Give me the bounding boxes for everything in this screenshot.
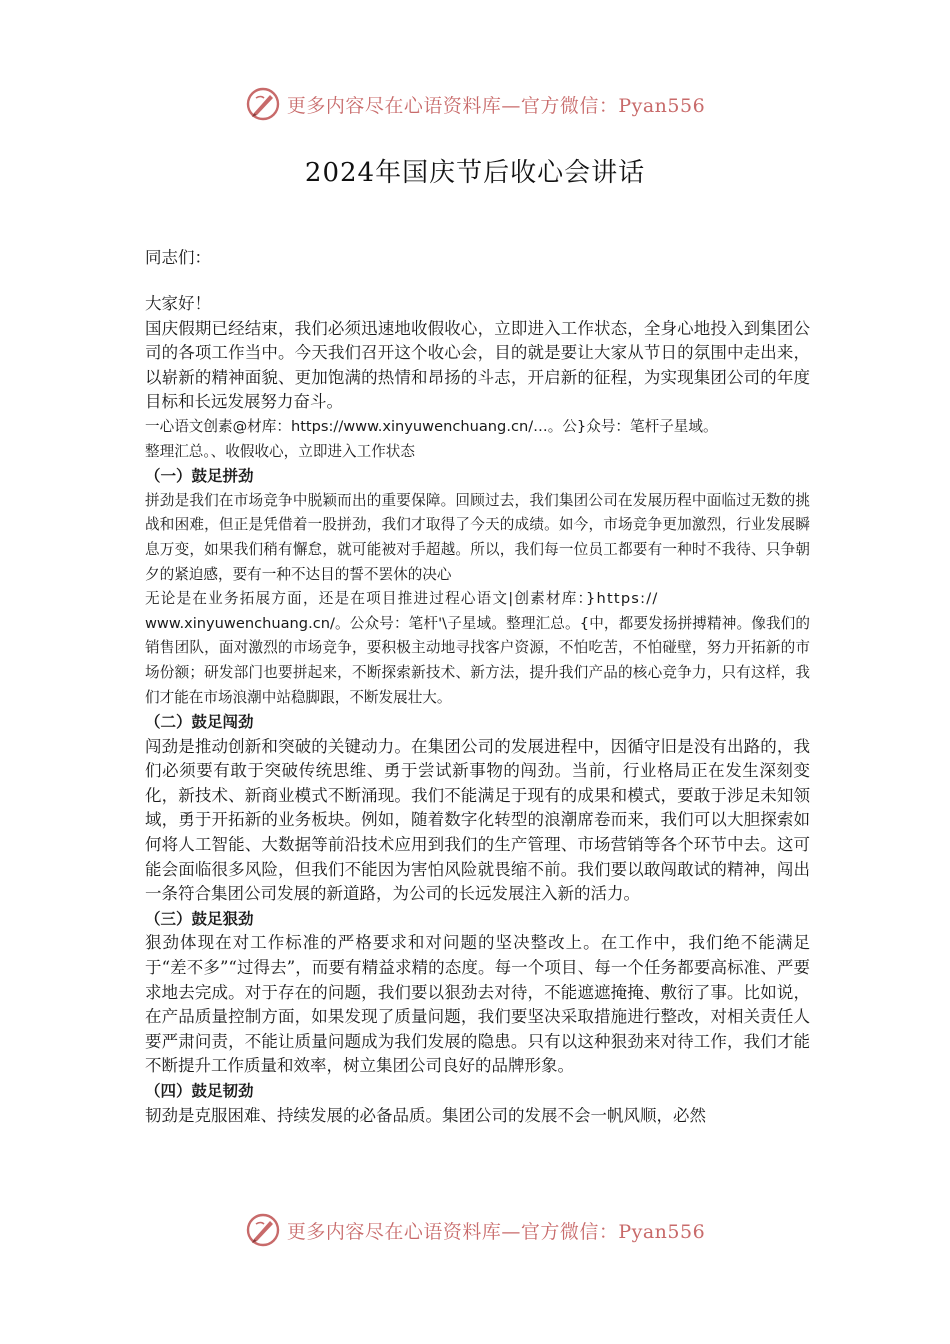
pen-quill-logo-icon <box>245 1212 281 1248</box>
section-line: 整理汇总。、收假收心，立即进入工作状态 <box>145 442 415 460</box>
pen-quill-logo-icon <box>245 86 281 122</box>
paragraph-4: 韧劲是克服困难、持续发展的必备品质。集团公司的发展不会一帆风顺，必然 <box>145 1105 706 1125</box>
paragraph-1a: 拼劲是我们在市场竞争中脱颖而出的重要保障。回顾过去，我们集团公司在发展历程中面临过无数的挑战和困难，但正是凭借着一股拼劲，我们才取得了今天的成绩。如今，市场竞争更加激烈，行业发展瞬息万变，如果我们稍有懈怠，就可能被对手超越。所以，我们每一位员工都要有一种时不我待、只争朝夕的紧迫感，要有一种不达目的誓不罢休的决心 <box>145 491 810 583</box>
document-body <box>145 292 810 1128</box>
paragraph-hello: 大家好！ <box>145 294 211 313</box>
banner-text: 更多内容尽在心语资料库—官方微信：Pyan556 <box>286 1220 706 1243</box>
footer-watermark-banner <box>0 1210 950 1250</box>
heading-1: （一）鼓足拼劲 <box>145 467 254 486</box>
heading-3: （三）鼓足狠劲 <box>145 909 254 928</box>
paragraph-intro: 国庆假期已经结束，我们必须迅速地收假收心，立即进入工作状态，全身心地投入到集团公司的各项工作当中。今天我们召开这个收心会，目的就是要让大家从节日的氛围中走出来，以崭新的精神面貌、更加饱满的热情和昂扬的斗志，开启新的征程，为实现集团公司的年度目标和长远发展努力奋斗。 <box>145 318 810 412</box>
heading-2: （二）鼓足闯劲 <box>145 713 254 732</box>
header-watermark-banner <box>0 84 950 124</box>
heading-4: （四）鼓足韧劲 <box>145 1082 254 1100</box>
paragraph-1b: 无论是在业务拓展方面，还是在项目推进过程心语文|创素材库：}https:// <box>145 590 659 608</box>
paragraph-2: 闯劲是推动创新和突破的关键动力。在集团公司的发展进程中，因循守旧是没有出路的，我们必须要有敢于突破传统思维、勇于尝试新事物的闯劲。当前，行业格局正在发生深刻变化，新技术、新商业模式不断涌现。我们不能满足于现有的成果和模式，要敢于涉足未知领域，勇于开拓新的业务板块。例如，随着数字化转型的浪潮席卷而来，我们可以大胆探索如何将人工智能、大数据等前沿技术应用到我们的生产管理、市场营销等各个环节中去。这可能会面临很多风险，但我们不能因为害怕风险就畏缩不前。我们要以敢闯敢试的精神，闯出一条符合集团公司发展的新道路，为公司的长远发展注入新的活力。 <box>145 736 810 904</box>
paragraph-3: 狠劲体现在对工作标准的严格要求和对问题的坚决整改上。在工作中，我们绝不能满足于“差不多”“过得去”，而要有精益求精的态度。每一个项目、每一个任务都要高标准、严要求地去完成。对于存在的问题，我们要以狠劲去对待，不能遮遮掩掩、敷衍了事。比如说，在产品质量控制方面，如果发现了质量问题，我们要坚决采取措施进行整改，对相关责任人要严肃问责，不能让质量问题成为我们发展的隐患。只有以这种狠劲来对待工作，我们才能不断提升工作质量和效率，树立集团公司良好的品牌形象。 <box>145 933 810 1076</box>
greeting: 同志们： <box>145 248 211 267</box>
page-title: 2024年国庆节后收心会讲话 <box>304 158 646 188</box>
source-line: 一心语文创素@材库：https://www.xinyuwenchuang.cn/…。公}众号：笔杆子星域。 <box>145 417 718 435</box>
banner-text: 更多内容尽在心语资料库—官方微信：Pyan556 <box>286 94 706 117</box>
paragraph-1c: www.xinyuwenchuang.cn/。公众号：笔杆'\子星域。整理汇总。{中，都要发扬拼搏精神。像我们的销售团队，面对激烈的市场竞争，要积极主动地寻找客户资源，不怕吃苦，不怕碰壁，努力开拓新的市场份额；研发部门也要拼起来，不断探索新技术、新方法，提升我们产品的核心竞争力，只有这样，我们才能在市场浪潮中站稳脚跟，不断发展壮大。 <box>145 614 810 706</box>
